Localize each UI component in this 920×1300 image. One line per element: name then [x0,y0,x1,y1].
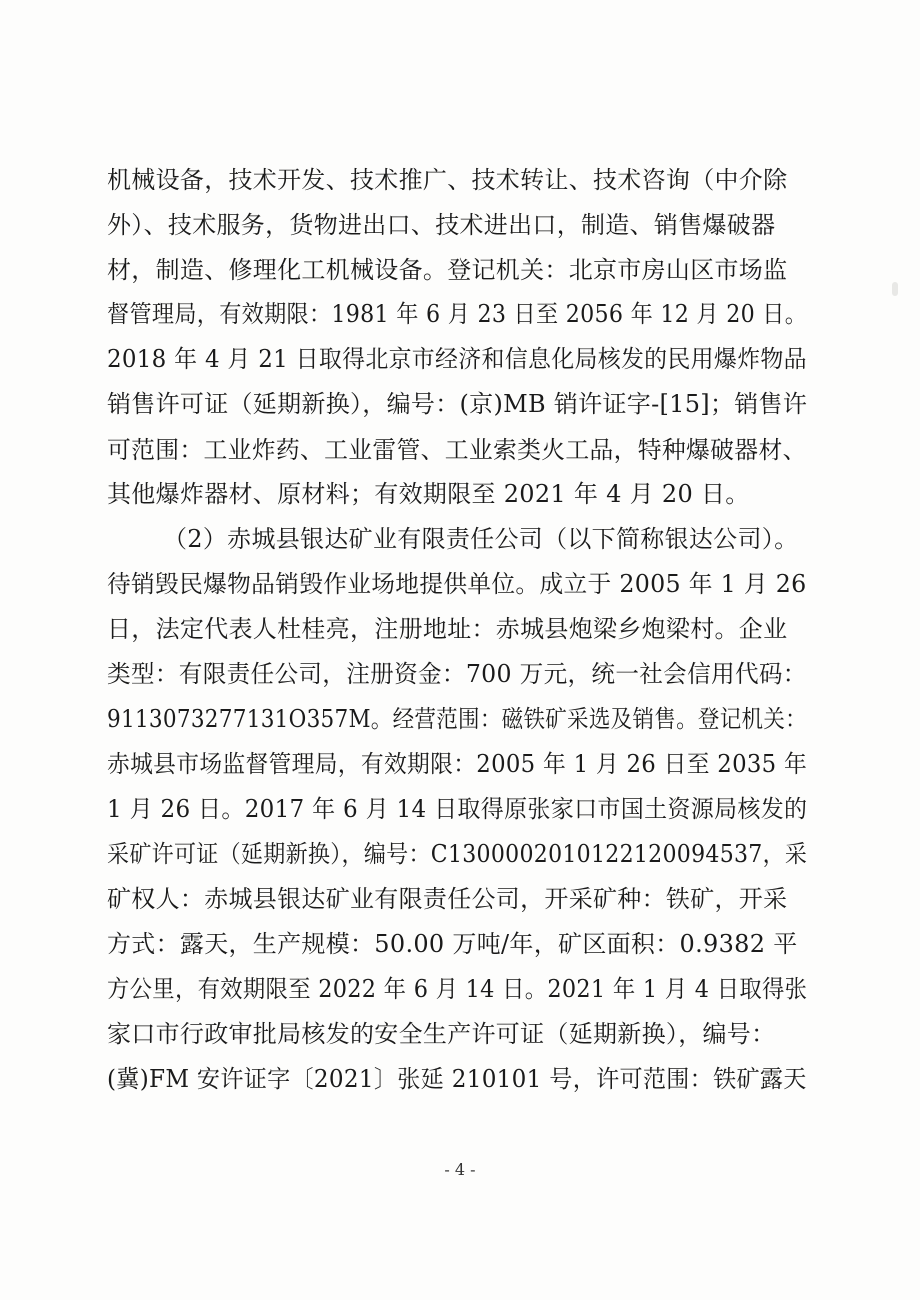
text-line: 赤城县市场监督管理局，有效期限：2005 年 1 月 26 日至 2035 年 [107,750,808,778]
page-number: - 4 - [444,1160,476,1179]
text-line: 2018 年 4 月 21 日取得北京市经济和信息化局核发的民用爆炸物品 [107,345,807,373]
text-line: 外）、技术服务，货物进出口、技术进出口，制造、销售爆破器 [107,211,776,239]
text-line: 待销毁民爆物品销毁作业场地提供单位。成立于 2005 年 1 月 26 [107,570,807,598]
text-line: 材，制造、修理化工机械设备。登记机关：北京市房山区市场监 [107,256,788,284]
text-line: 督管理局，有效期限：1981 年 6 月 23 日至 2056 年 12 月 20 日。 [107,300,808,328]
text-line: (冀)FM 安许证字〔2021〕张延 210101 号，许可范围：铁矿露天 [107,1065,807,1093]
text-line: 机械设备，技术开发、技术推广、技术转让、技术咨询（中介除 [107,166,788,194]
text-line: 方式：露天，生产规模：50.00 万吨/年，矿区面积：0.9382 平 [107,930,798,958]
text-line: 可范围：工业炸药、工业雷管、工业索类火工品，特种爆破器材、 [107,436,807,464]
text-line: 采矿许可证（延期新换），编号：C1300002010122120094537，采 [107,840,808,868]
scan-artifact [892,282,898,296]
text-line: 日，法定代表人杜桂亮，注册地址：赤城县炮梁乡炮梁村。企业 [107,615,788,643]
text-line: 家口市行政审批局核发的安全生产许可证（延期新换），编号： [107,1020,776,1048]
text-line: 1 月 26 日。2017 年 6 月 14 日取得原张家口市国土资源局核发的 [107,795,808,823]
text-line: 类型：有限责任公司，注册资金：700 万元，统一社会信用代码： [107,660,807,688]
text-line: 销售许可证（延期新换），编号：(京)MB 销许证字-[15]；销售许 [107,390,808,418]
text-line: 9113073277131O357M。经营范围：磁铁矿采选及销售。登记机关： [107,705,807,733]
paragraph-heading: （2）赤城县银达矿业有限责任公司（以下简称银达公司）。 [163,525,799,553]
text-line: 方公里，有效期限至 2022 年 6 月 14 日。2021 年 1 月 4 日取得张 [107,975,808,1003]
text-line: 其他爆炸器材、原材料；有效期限至 2021 年 4 月 20 日。 [107,480,750,508]
text-line: 矿权人：赤城县银达矿业有限责任公司，开采矿种：铁矿，开采 [107,885,788,913]
